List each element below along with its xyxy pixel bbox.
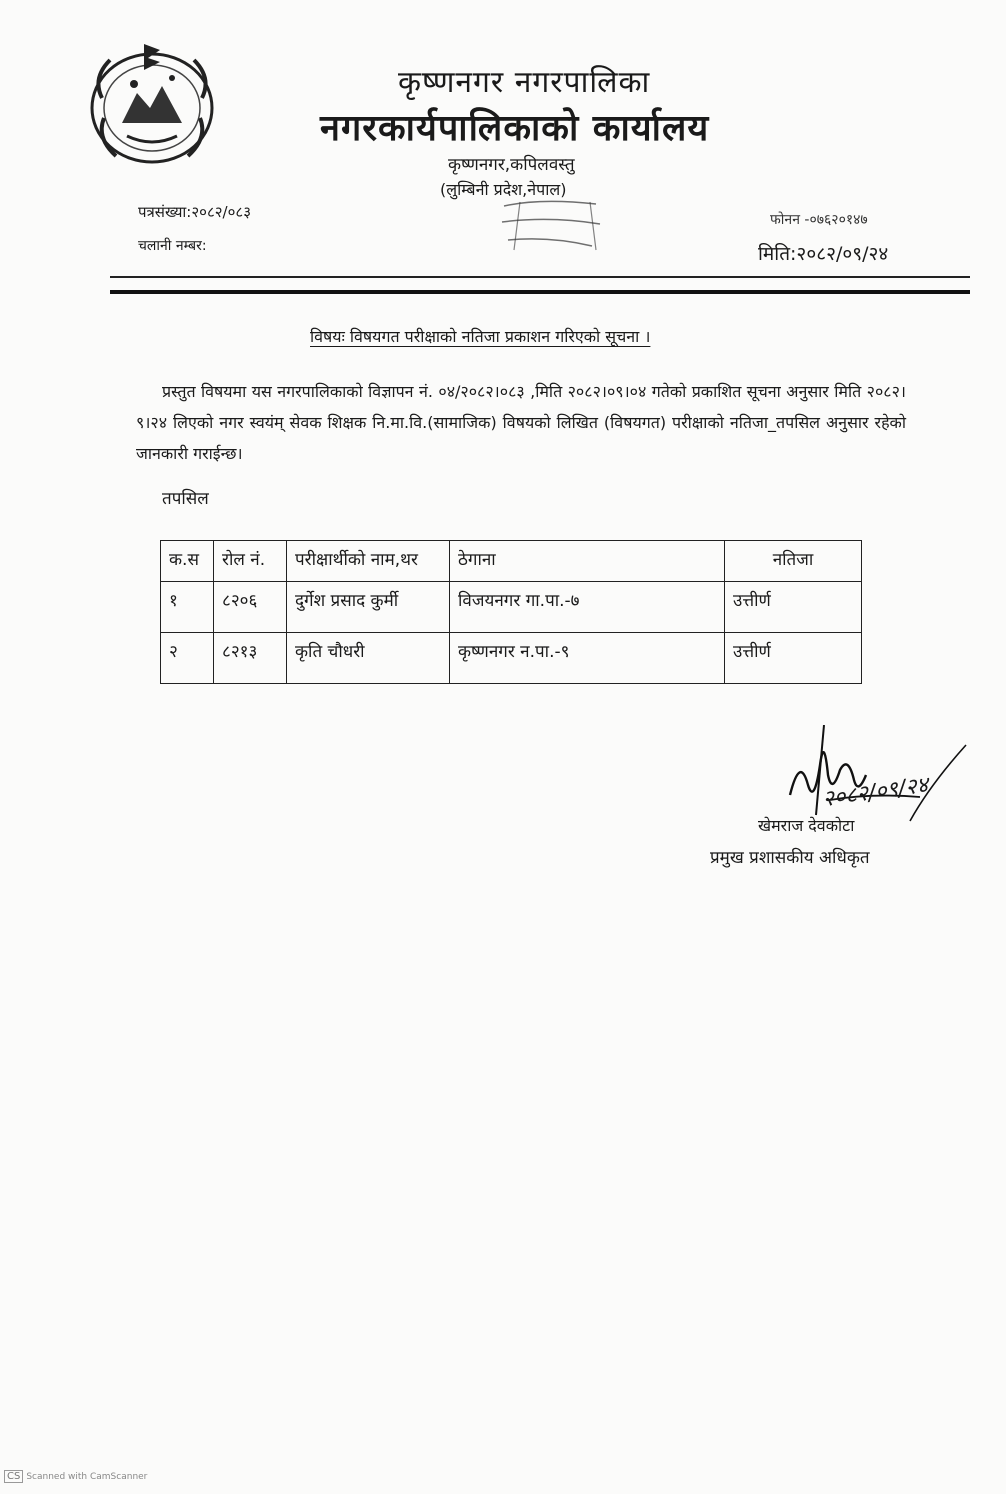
camscanner-logo-icon: CS: [4, 1470, 23, 1483]
scanner-watermark: [4, 1470, 147, 1483]
cell-address: विजयनगर गा.पा.-७: [450, 582, 725, 633]
cell-roll: ८२०६: [214, 582, 287, 633]
address-line1: कृष्णनगर,कपिलवस्तु: [448, 155, 575, 175]
header-address: ठेगाना: [450, 541, 725, 582]
signature-icon: [770, 725, 970, 825]
address-line2: (लुम्बिनी प्रदेश,नेपाल): [440, 180, 567, 199]
reference-number: पत्रसंख्या:२०८२/०८३: [138, 203, 252, 221]
results-table: [160, 540, 862, 684]
office-name: नगरकार्यपालिकाको कार्यालय: [320, 108, 710, 149]
issue-date: मिति:२०८२/०९/२४: [758, 243, 889, 265]
signatory-name: खेमराज देवकोटा: [758, 816, 855, 835]
phone-number: फोनन -०७६२०१४७: [770, 212, 868, 228]
cell-roll: ८२१३: [214, 633, 287, 684]
signatory-title: प्रमुख प्रशासकीय अधिकृत: [710, 848, 870, 868]
cell-serial: १: [161, 582, 214, 633]
notice-subject: विषयः विषयगत परीक्षाको नतिजा प्रकाशन गरिएको सूचना ।: [310, 327, 651, 346]
table-header-row: [161, 541, 862, 582]
org-name: कृष्णनगर नगरपालिका: [398, 65, 651, 100]
notice-body: प्रस्तुत विषयमा यस नगरपालिकाको विज्ञापन नं. ०४/२०८२।०८३ ,मिति २०८२।०९।०४ गतेको प्रकाशित सूचना अनुसार मिति २०८२।९।२४ लिएको नगर स्वयंम् सेवक शिक्षक नि.मा.वि.(सामाजिक) विषयको लिखित (विषयगत) परीक्षाको नतिजा_तपसिल अनुसार रहेको जानकारी गराईन्छ।: [136, 382, 906, 463]
header-result: नतिजा: [725, 541, 862, 582]
dispatch-number: चलानी नम्बर:: [138, 238, 207, 254]
header-divider-thick: [110, 290, 970, 294]
header-divider-thin: [110, 276, 970, 278]
scanner-text: Scanned with CamScanner: [26, 1471, 148, 1482]
cell-serial: २: [161, 633, 214, 684]
header-serial: क.स: [161, 541, 214, 582]
signature-date: २०८२/०९/२४: [820, 772, 930, 813]
tapasil-label: तपसिल: [162, 489, 209, 509]
cell-name: कृति चौधरी: [287, 633, 450, 684]
header-name: परीक्षार्थीको नाम,थर: [287, 541, 450, 582]
cell-result: उत्तीर्ण: [725, 633, 862, 684]
cell-address: कृष्णनगर न.पा.-९: [450, 633, 725, 684]
header-roll: रोल नं.: [214, 541, 287, 582]
cell-name: दुर्गेश प्रसाद कुर्मी: [287, 582, 450, 633]
table-row: [161, 633, 862, 684]
table-row: [161, 582, 862, 633]
cell-result: उत्तीर्ण: [725, 582, 862, 633]
office-stamp-icon: [500, 198, 610, 254]
nepal-emblem-icon: [82, 38, 222, 170]
